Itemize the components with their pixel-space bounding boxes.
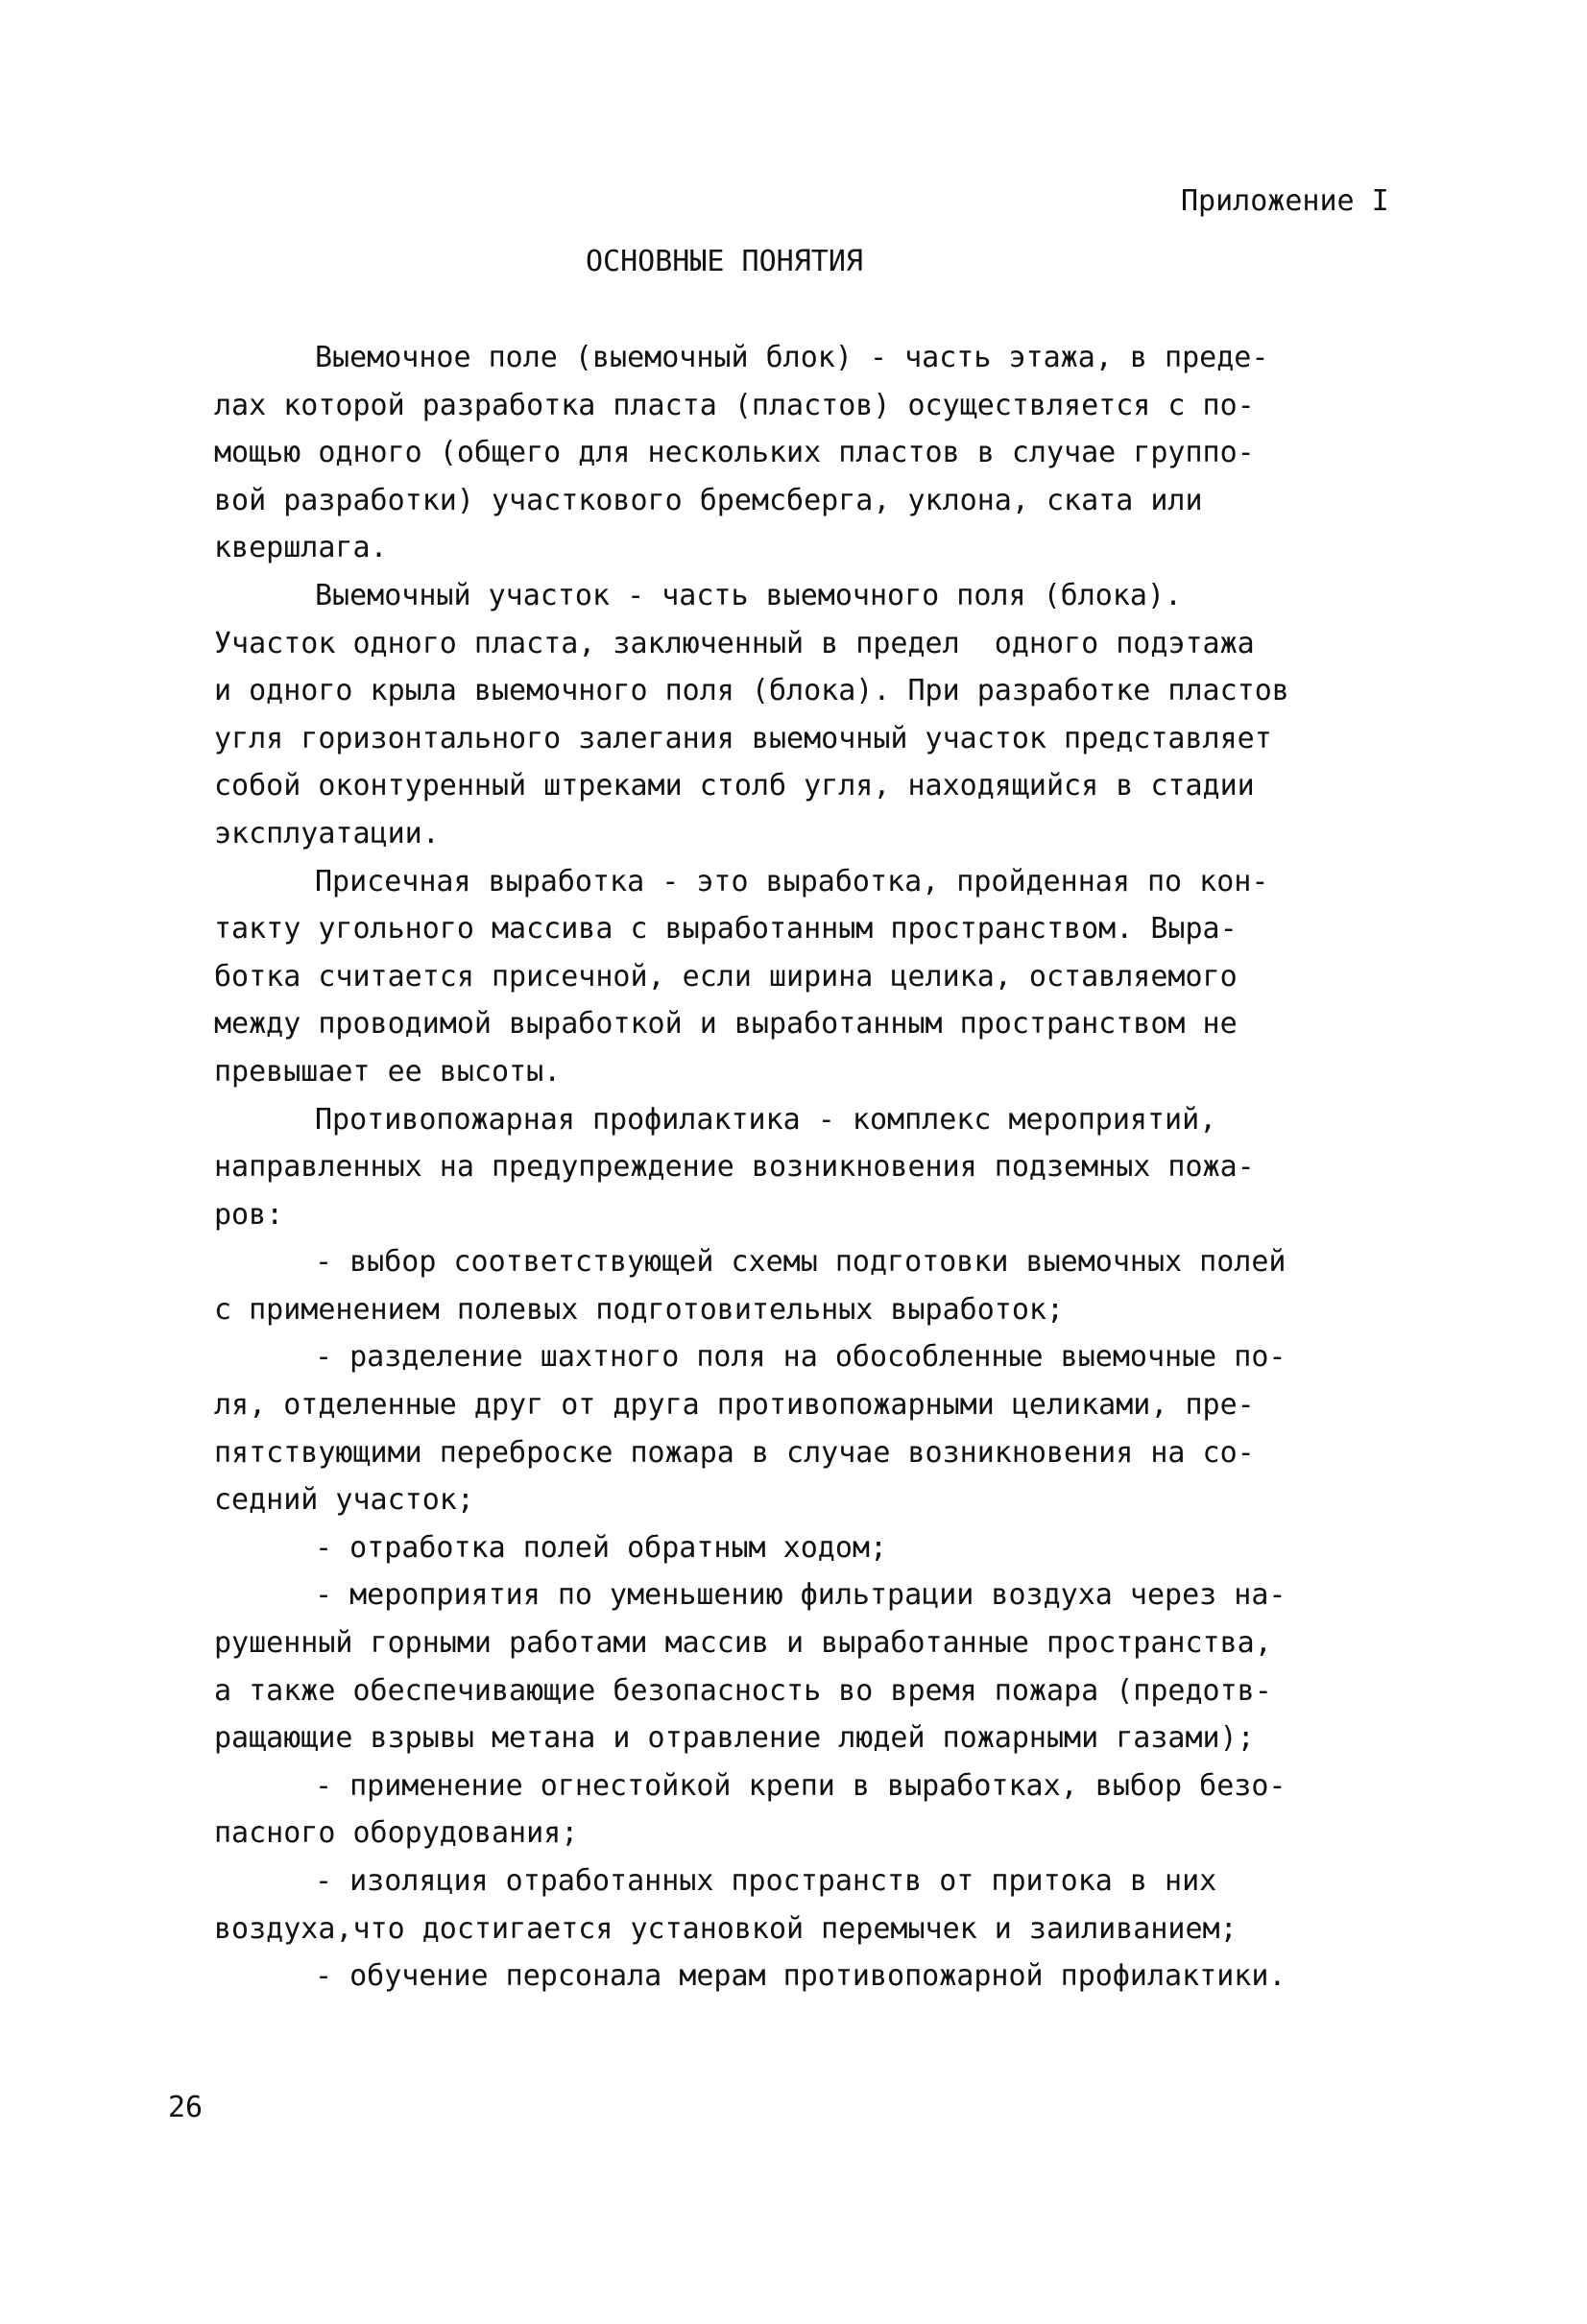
text-line: Противопожарная профилактика - комплекс мероприятий, [315,1102,1217,1137]
text-line: такту угольного массива с выработанным пространством. Выра- [214,912,1238,946]
text-line: воздуха,что достигается установкой перемычек и заиливанием; [214,1911,1238,1946]
page-title: ОСНОВНЫЕ ПОНЯТИЯ [586,245,863,278]
text-line: а также обеспечивающие безопасность во время пожара (предотв- [214,1673,1272,1708]
text-line: Выемочный участок - часть выемочного поля (блока). [315,578,1183,612]
text-line: Выемочное поле (выемочный блок) - часть этажа, в преде- [315,341,1269,374]
text-line: мощью одного (общего для нескольких пластов в случае группо- [214,436,1255,470]
text-line: квершлага. [214,531,388,565]
text-line: - выбор соответствующей схемы подготовки выемочных полей [315,1245,1286,1280]
text-line: Присечная выработка - это выработка, пройденная по кон- [315,864,1269,898]
text-line: вой разработки) участкового бремсберга, уклона, ската или [214,483,1203,517]
text-line: ботка считается присечной, если ширина целика, оставляемого [214,959,1238,994]
body-text [214,334,1424,2001]
text-line: ращающие взрывы метана и отравление людей пожарными газами); [214,1721,1255,1756]
text-line: пятствующими переброске пожара в случае возникновения на со- [214,1435,1255,1470]
text-line: и одного крыла выемочного поля (блока). При разработке пластов [214,674,1289,708]
text-line: седний участок; [214,1483,474,1518]
text-line: рушенный горными работами массив и выработанные пространства, [214,1626,1272,1661]
text-line: пасного оборудования; [214,1816,579,1851]
text-line: - изоляция отработанных пространств от притока в них [315,1864,1217,1898]
page-number: 26 [168,2091,204,2124]
text-line: - применение огнестойкой крепи в выработках, выбор безо- [315,1768,1286,1803]
text-line: - разделение шахтного поля на обособленные выемочные по- [315,1340,1286,1375]
text-line: угля горизонтального залегания выемочный участок представляет [214,721,1272,755]
text-line: - мероприятия по уменьшению фильтрации воздуха через на- [315,1578,1286,1613]
text-line: - отработка полей обратным ходом; [315,1530,888,1565]
text-line: направленных на предупреждение возникновения подземных пожа- [214,1150,1255,1185]
text-line: эксплуатации. [214,816,440,851]
text-line: ля, отделенные друг от друга противопожарными целиками, пре- [214,1388,1255,1423]
text-line: с применением полевых подготовительных выработок; [214,1292,1065,1327]
text-line: между проводимой выработкой и выработанным пространством не [214,1007,1238,1042]
text-line: ров: [214,1197,284,1232]
text-line: Участок одного пласта, заключенный в предел одного подэтажа [214,626,1255,660]
text-line: превышает ее высоты. [214,1054,562,1089]
text-line: собой оконтуренный штреками столб угля, находящийся в стадии [214,769,1255,803]
text-line: - обучение персонала мерам противопожарной профилактики. [315,1959,1286,1994]
text-line: лах которой разработка пласта (пластов) осуществляется с по- [214,388,1255,422]
appendix-label: Приложение I [1181,184,1389,218]
